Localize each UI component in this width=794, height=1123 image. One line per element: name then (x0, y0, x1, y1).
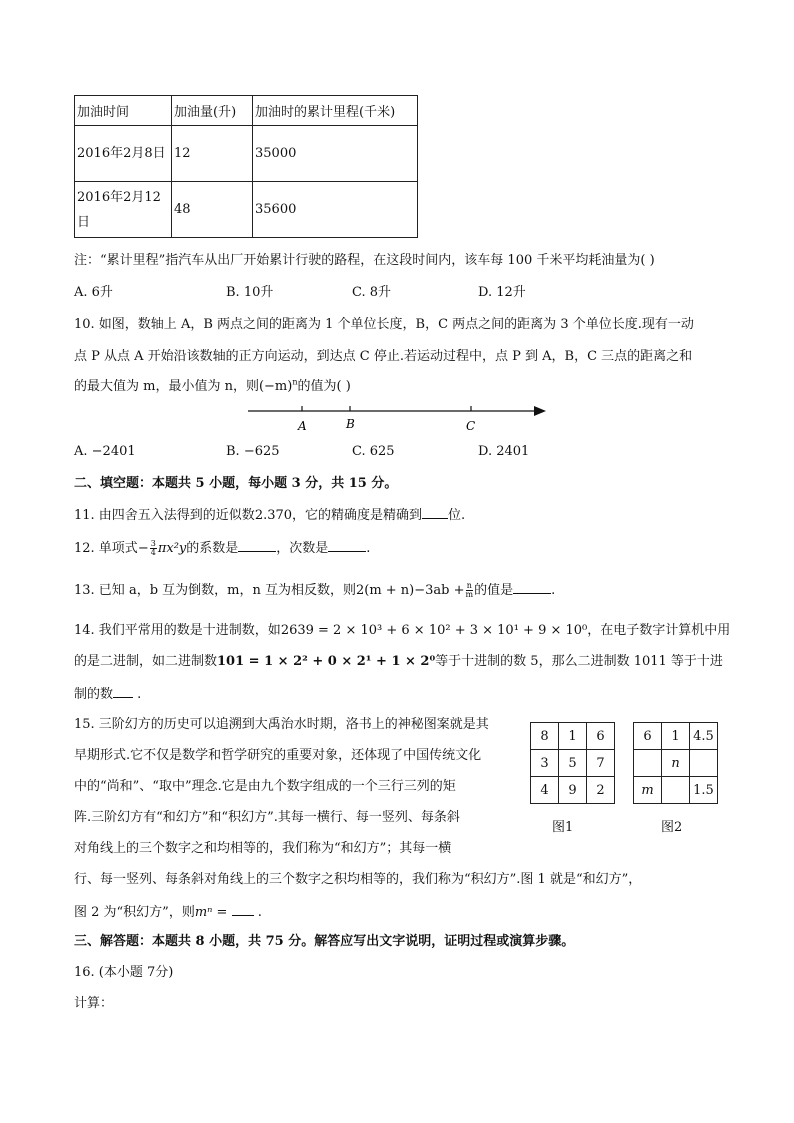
q10-option-a: A. −2401 (74, 444, 136, 459)
square-cell: 1 (662, 723, 690, 750)
square-cell: 1.5 (690, 777, 718, 804)
label-c: C (466, 419, 476, 433)
square-cell: 7 (587, 750, 615, 777)
label-b: B (346, 417, 355, 431)
q15-line-7: 图 2 为“积幻方”，则mⁿ = . (74, 905, 262, 920)
answer-blank (422, 507, 448, 519)
number-line-arrow (534, 406, 546, 416)
fuel-table (74, 95, 418, 238)
table-cell: 35000 (253, 126, 418, 182)
q10-option-c: C. 625 (352, 444, 395, 459)
square-cell: 4.5 (690, 723, 718, 750)
label-a: A (298, 419, 307, 433)
q9-option-d: D. 12升 (478, 285, 526, 300)
q10-option-b: B. −625 (226, 444, 280, 459)
table-header: 加油时的累计里程(千米) (253, 96, 418, 126)
magic-square-fig1 (530, 722, 615, 804)
number-line-figure (240, 400, 550, 434)
q16-title: 16. (本小题 7分) (74, 965, 174, 980)
fig2-caption: 图2 (661, 820, 683, 835)
q9-option-a: A. 6升 (74, 285, 113, 300)
square-cell: 2 (587, 777, 615, 804)
table-cell: 12 (172, 126, 253, 182)
q15-line-4: 阵.三阶幻方有“和幻方”和“积幻方”.其每一横行、每一竖列、每条斜 (74, 810, 460, 825)
q14-line-1: 14. 我们平常用的数是十进制数，如2639 = 2 × 10³ + 6 × 10² + 3 × 10¹ + 9 × 10⁰，在电子数字计算机中用 (74, 623, 731, 638)
q14-line-3: 制的数 . (74, 687, 142, 702)
q15-line-2: 早期形式.它不仅是数学和哲学研究的重要对象，还体现了中国传统文化 (74, 748, 482, 763)
q9-note: 注：“累计里程”指汽车从出厂开始累计行驶的路程，在这段时间内，该车每 100 千米平均耗油量为( ) (74, 253, 655, 268)
square-cell: 6 (634, 723, 662, 750)
q15-line-3: 中的“尚和”、“取中”理念.它是由九个数字组成的一个三行三列的矩 (74, 779, 456, 794)
q15-line-5: 对角线上的三个数字之和均相等的，我们称为“和幻方”；其每一横 (74, 841, 452, 856)
q10-option-d: D. 2401 (478, 444, 530, 459)
square-cell: n (662, 750, 690, 777)
table-cell: 2016年2月8日 (75, 126, 172, 182)
answer-blank (513, 582, 551, 594)
q11: 11. 由四舍五入法得到的近似数2.370，它的精确度是精确到 位. (74, 508, 466, 523)
square-cell: 4 (531, 777, 559, 804)
square-cell: 8 (531, 723, 559, 750)
square-cell (662, 777, 690, 804)
q10-line-1: 10. 如图，数轴上 A，B 两点之间的距离为 1 个单位长度，B，C 两点之间的距离为 3 个单位长度.现有一动 (74, 317, 694, 332)
table-cell: 35600 (253, 182, 418, 238)
q10-expression: (−m) (258, 379, 293, 394)
fig1-caption: 图1 (552, 820, 574, 835)
answer-blank (232, 904, 254, 916)
q9-option-c: C. 8升 (352, 285, 392, 300)
table-row (75, 182, 418, 238)
section-3-title: 三、解答题：本题共 8 小题，共 75 分。解答应写出文字说明，证明过程或演算步骤。 (74, 934, 575, 949)
square-cell (690, 750, 718, 777)
q12: 12. 单项式− $\frac{3}{4}$ πx²y的系数是 ，次数是 . (74, 539, 371, 557)
fraction: $\frac{3}{4}$ (150, 539, 156, 557)
square-cell: 1 (559, 723, 587, 750)
q16-line: 计算： (74, 996, 114, 1011)
q9-option-b: B. 10升 (226, 285, 274, 300)
q15-line-6: 行、每一竖列、每条斜对角线上的三个数字之积均相等的，我们称为“积幻方”.图 1 就是“和幻方”， (74, 872, 642, 887)
section-2-title: 二、填空题：本题共 5 小题，每小题 3 分，共 15 分。 (74, 476, 398, 491)
table-cell: 2016年2月12日 (75, 182, 172, 238)
table-header: 加油时间 (75, 96, 172, 126)
answer-blank (238, 540, 276, 552)
answer-blank (113, 686, 133, 698)
square-cell: 3 (531, 750, 559, 777)
fraction: $\frac{n}{m}$ (465, 581, 474, 599)
q10-line-2: 点 P 从点 A 开始沿该数轴的正方向运动，到达点 C 停止.若运动过程中，点 P 到 A，B，C 三点的距离之和 (74, 349, 693, 364)
magic-square-fig2 (633, 722, 718, 804)
square-cell: m (634, 777, 662, 804)
square-cell: 5 (559, 750, 587, 777)
q10-line-3: 的最大值为 m，最小值为 n，则$(-m)^n$的值为( ) (74, 377, 351, 394)
square-cell: 6 (587, 723, 615, 750)
answer-blank (328, 540, 366, 552)
square-cell (634, 750, 662, 777)
table-header: 加油量(升) (172, 96, 253, 126)
q15-line-1: 15. 三阶幻方的历史可以追溯到大禹治水时期，洛书上的神秘图案就是其 (74, 717, 489, 732)
table-row (75, 126, 418, 182)
q14-line-2: 的是二进制，如二进制数101 = 1 × 2² + 0 × 2¹ + 1 × 2⁰等于十进制的数 5，那么二进制数 1011 等于十进 (74, 654, 723, 669)
square-cell: 9 (559, 777, 587, 804)
q13: 13. 已知 a，b 互为倒数，m，n 互为相反数，则2(m + n)−3ab + $\frac{n}{m}$ 的值是 . (74, 581, 556, 599)
table-cell: 48 (172, 182, 253, 238)
